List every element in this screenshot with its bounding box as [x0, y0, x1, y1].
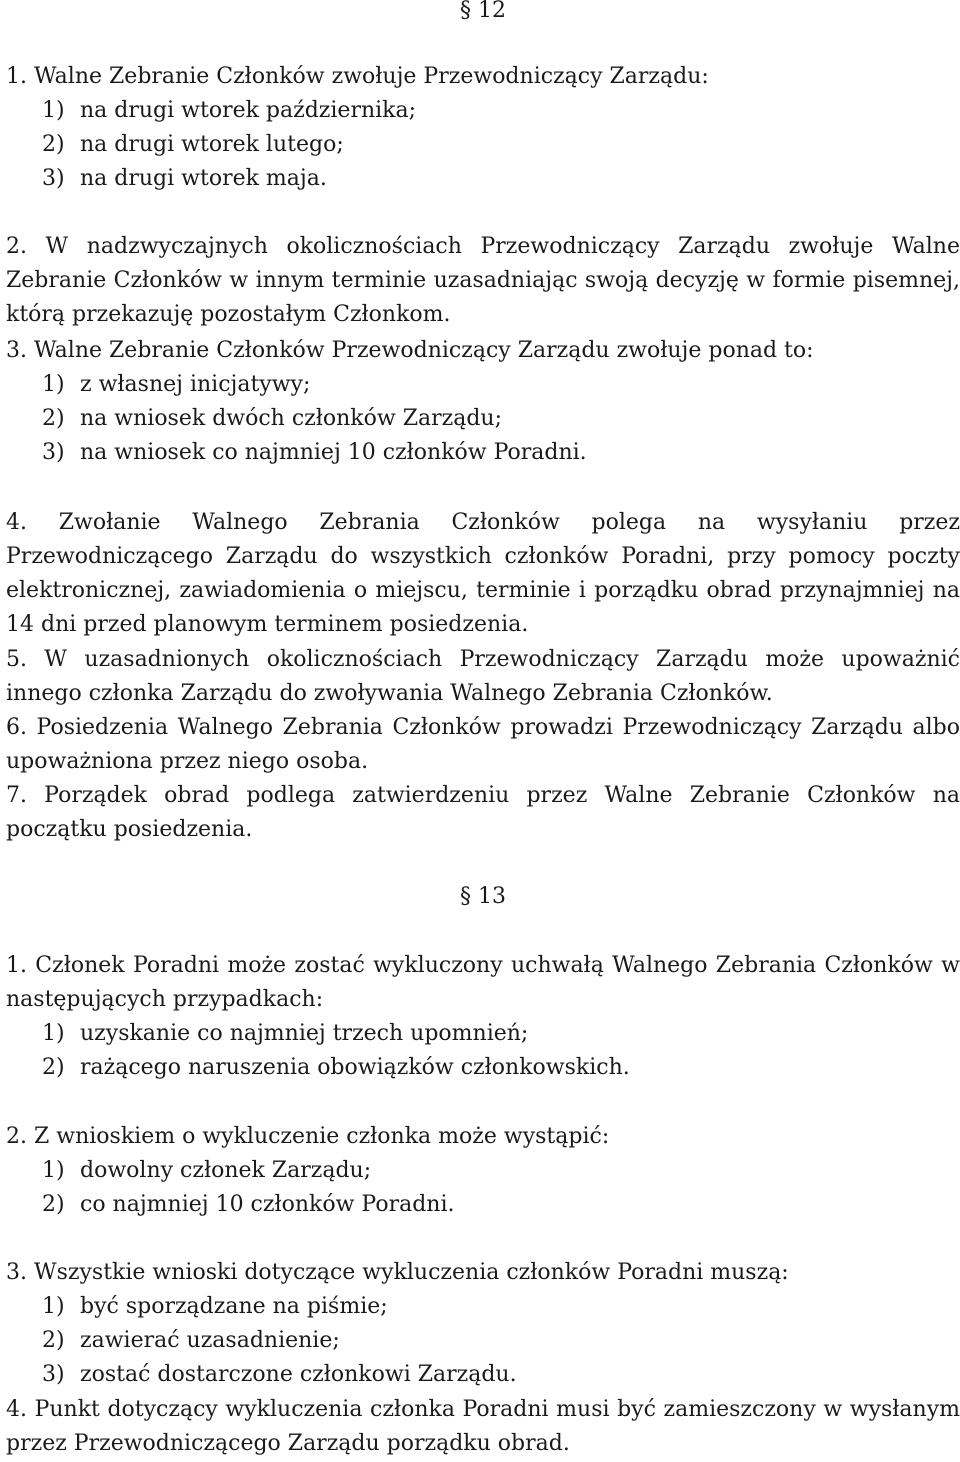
item-text: być sporządzane na piśmie;	[80, 1294, 388, 1319]
s12-p1-item-1	[42, 94, 416, 128]
item-number: 3)	[42, 440, 65, 465]
item-number: 1)	[42, 1294, 65, 1319]
section-13-heading: § 13	[460, 884, 506, 909]
s13-paragraph-1: 1. Członek Poradni może zostać wykluczony uchwałą Walnego Zebrania Członków w następujących przypadkach:	[6, 953, 960, 1012]
s12-paragraph-4: 4. Zwołanie Walnego Zebrania Członków polega na wysyłaniu przez Przewodniczącego Zarządu do wszystkich członków Poradni, przy pomocy poczty elektronicznej, zawiadomienia o miejscu, terminie i porządku obrad przynajmniej na 14 dni przed planowym terminem posiedzenia.	[6, 510, 960, 637]
s13-p1-item-2	[42, 1051, 630, 1085]
s13-paragraph-3: 3. Wszystkie wnioski dotyczące wykluczenia członków Poradni muszą:	[6, 1260, 789, 1285]
item-number: 1)	[42, 1158, 65, 1183]
s13-p1-item-1	[42, 1017, 528, 1051]
s13-p2-item-1	[42, 1154, 371, 1188]
s12-paragraph-1: 1. Walne Zebranie Członków zwołuje Przewodniczący Zarządu:	[6, 64, 709, 89]
s12-p3-item-1	[42, 368, 310, 402]
item-text: dowolny członek Zarządu;	[80, 1158, 372, 1183]
item-number: 2)	[42, 1192, 65, 1217]
s12-paragraph-5: 5. W uzasadnionych okolicznościach Przewodniczący Zarządu może upoważnić innego członka Zarządu do zwoływania Walnego Zebrania Członków.	[6, 647, 960, 706]
item-text: na wniosek dwóch członków Zarządu;	[80, 406, 502, 431]
s13-p3-item-2	[42, 1324, 340, 1358]
item-number: 1)	[42, 98, 65, 123]
item-text: co najmniej 10 członków Poradni.	[80, 1192, 455, 1217]
s13-p3-item-1	[42, 1290, 388, 1324]
item-text: zostać dostarczone członkowi Zarządu.	[80, 1362, 517, 1387]
item-number: 3)	[42, 1362, 65, 1387]
s13-p3-item-3	[42, 1358, 517, 1392]
s13-paragraph-2: 2. Z wnioskiem o wykluczenie członka może wystąpić:	[6, 1124, 610, 1149]
s12-paragraph-6: 6. Posiedzenia Walnego Zebrania Członków prowadzi Przewodniczący Zarządu albo upoważniona przez niego osoba.	[6, 715, 960, 774]
item-number: 2)	[42, 1055, 65, 1080]
item-text: rażącego naruszenia obowiązków członkowskich.	[80, 1055, 630, 1080]
item-number: 2)	[42, 132, 65, 157]
s12-p1-item-3	[42, 162, 327, 196]
s13-paragraph-4: 4. Punkt dotyczący wykluczenia członka Poradni musi być zamieszczony w wysłanym przez Przewodniczącego Zarządu porządku obrad.	[6, 1397, 960, 1456]
s12-p3-item-2	[42, 402, 502, 436]
item-text: na drugi wtorek października;	[80, 98, 417, 123]
s12-paragraph-7: 7. Porządek obrad podlega zatwierdzeniu przez Walne Zebranie Członków na początku posiedzenia.	[6, 783, 960, 842]
item-text: na drugi wtorek lutego;	[80, 132, 344, 157]
item-text: na wniosek co najmniej 10 członków Poradni.	[80, 440, 587, 465]
s12-p1-item-2	[42, 128, 344, 162]
s12-p3-item-3	[42, 436, 587, 470]
item-number: 2)	[42, 1328, 65, 1353]
item-number: 3)	[42, 166, 65, 191]
item-text: na drugi wtorek maja.	[80, 166, 327, 191]
item-number: 1)	[42, 372, 65, 397]
s13-p2-item-2	[42, 1188, 454, 1222]
item-number: 2)	[42, 406, 65, 431]
s12-paragraph-2: 2. W nadzwyczajnych okolicznościach Przewodniczący Zarządu zwołuje Walne Zebranie Członków w innym terminie uzasadniając swoją decyzję w formie pisemnej, którą przekazuję pozostałym Członkom.	[6, 234, 960, 327]
item-text: z własnej inicjatywy;	[80, 372, 311, 397]
s12-paragraph-3: 3. Walne Zebranie Członków Przewodniczący Zarządu zwołuje ponad to:	[6, 338, 814, 363]
item-text: zawierać uzasadnienie;	[80, 1328, 340, 1353]
section-12-heading: § 12	[460, 0, 506, 23]
item-number: 1)	[42, 1021, 65, 1046]
item-text: uzyskanie co najmniej trzech upomnień;	[80, 1021, 529, 1046]
